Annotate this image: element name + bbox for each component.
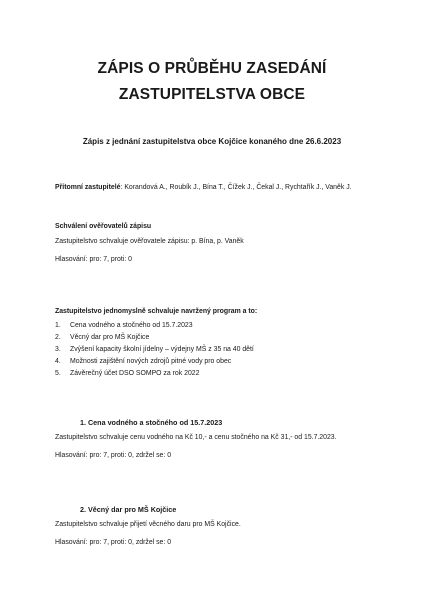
document-subtitle: Zápis z jednání zastupitelstva obce Kojčice konaného dne 26.6.2023: [82, 137, 342, 146]
document-title-line2: ZASTUPITELSTVA OBCE: [118, 86, 306, 103]
verifiers-heading: Schválení ověřovatelů zápisu: [55, 223, 152, 230]
verifiers-vote: Hlasování: pro: 7, proti: 0: [55, 256, 132, 263]
list-item: 2. Věcný dar pro MŠ Kojčice: [55, 334, 150, 341]
attendees-label: Přítomní zastupitelé: [55, 184, 121, 191]
list-item: 5. Závěrečný účet DSO SOMPO za rok 2022: [55, 370, 200, 377]
list-item: 4. Možnosti zajištění nových zdrojů pitné vody pro obec: [55, 358, 232, 365]
list-item: 3. Zvýšení kapacity školní jídelny – výdejny MŠ z 35 na 40 dětí: [55, 346, 254, 353]
attendees-separator: :: [120, 184, 125, 191]
section1-text: Zastupitelstvo schvaluje cenu vodného na Kč 10,- a cenu stočného na Kč 31,- od 15.7.2023.: [55, 434, 337, 441]
list-item: 1. Cena vodného a stočného od 15.7.2023: [55, 322, 193, 329]
document-title-line1: ZÁPIS O PRŮBĚHU ZASEDÁNÍ: [97, 60, 327, 77]
program-list: [55, 320, 254, 380]
section2-text: Zastupitelstvo schvaluje přijetí věcného daru pro MŠ Kojčice.: [55, 521, 241, 528]
section2-heading: 2. Věcný dar pro MŠ Kojčice: [80, 505, 177, 514]
attendees-value: Korandová A., Roubík J., Bína T., Čížek J., Čekal J., Rychtařík J., Vaněk J.: [124, 184, 352, 191]
section1-heading: 1. Cena vodného a stočného od 15.7.2023: [80, 418, 223, 427]
program-intro: Zastupitelstvo jednomyslně schvaluje navržený program a to:: [55, 308, 258, 315]
section1-vote: Hlasování: pro: 7, proti: 0, zdržel se: 0: [55, 452, 172, 459]
verifiers-text: Zastupitelstvo schvaluje ověřovatele zápisu: p. Bína, p. Vaněk: [55, 238, 244, 245]
attendees-line: [55, 184, 352, 191]
section2-vote: Hlasování: pro: 7, proti: 0, zdržel se: 0: [55, 539, 172, 546]
